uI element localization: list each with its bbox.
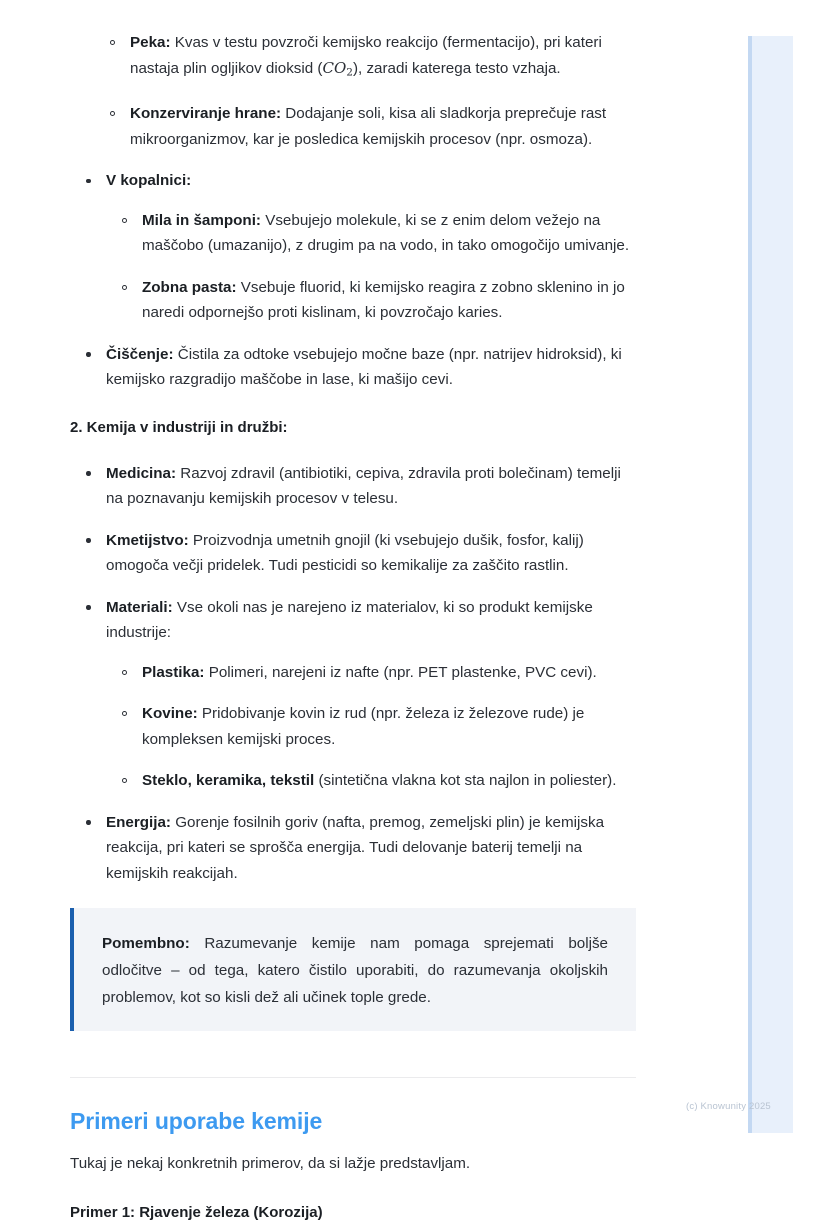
example-heading: Primer 1: Rjavenje železa (Korozija) [70,1204,323,1222]
list-item-ciscenje [82,342,636,393]
list-item-text-before: Kvas v testu povzroči kemijsko reakcijo (fermentacijo), pri kateri nastaja plin ogljikov dioksid ( [130,34,602,77]
callout-text: Razumevanje kemije nam pomaga sprejemati boljše odločitve – od tega, katero čistilo uporabiti, do razumevanja okoljskih problemov, kot so kisli dež ali učinek tople grede. [102,935,608,1007]
list-item-text: Vsebuje fluorid, ki kemijsko reagira z zobno sklenino in jo naredi odpornejšo proti kislinam, ki povzročajo karies. [142,278,625,322]
list-item-text: Polimeri, narejeni iz nafte (npr. PET plastenke, PVC cevi). [204,663,597,681]
list-item-text: Vse okoli nas je narejeno iz materialov, ki so produkt kemijske industrije: [106,598,593,642]
list-item-text: Pridobivanje kovin iz rud (npr. železa iz železove rude) je kompleksen kemijski proces. [142,705,585,748]
list-item-term: V kopalnici: [106,172,192,190]
callout-term: Pomembno: [102,935,190,953]
list-item-konzerviranje-hrane [106,101,636,152]
list-item-term: Plastika: [142,663,205,681]
list-item-steklo-keramika-tekstil [118,768,636,794]
page-title: Primeri uporabe kemije [70,1108,323,1135]
list-item-text: Razvoj zdravil (antibiotiki, cepiva, zdravila proti bolečinam) temelji na poznavanju kemijskih procesov v telesu. [106,464,621,508]
scrollbar-track[interactable] [748,36,793,1133]
section2-heading-block [0,417,700,439]
bathroom-sublist-wrap [106,208,636,326]
watermark: (c) Knowunity 2025 [686,1101,771,1112]
bathroom-sublist [106,208,636,326]
list-item-materiali [82,595,636,794]
bathroom-block [0,168,700,393]
list-item-v-kopalnici [82,168,636,326]
materials-sublist [106,660,636,794]
list-item-term: Konzerviranje hrane: [130,105,282,123]
list-item-medicina [82,461,636,512]
list-item-text: Čistila za odtoke vsebujejo močne baze (npr. natrijev hidroksid), ki kemijsko razgradijo maščobe in lase, ki mašijo cevi. [106,345,622,389]
list-item-term: Mila in šamponi: [142,211,261,229]
list-item-plastika [118,660,636,686]
list-item-text: Dodajanje soli, kisa ali sladkorja preprečuje rast mikroorganizmov, kar je posledica kemijskih procesov (npr. osmoza). [130,105,607,148]
industry-block [0,461,700,887]
list-item-text: Vsebujejo molekule, ki se z enim delom vežejo na maščobo (umazanijo), z drugim pa na vodo, in tako omogočijo umivanje. [142,211,630,255]
horizontal-divider [70,1077,636,1078]
callout-paragraph [102,930,608,1011]
important-callout [70,908,636,1031]
formula-co2: $CO_2$ [322,58,353,78]
list-item-energija [82,810,636,887]
list-item-term: Čiščenje: [106,345,174,363]
list-item-mila-in-samponi [118,208,636,259]
list-item-term: Energija: [106,813,171,831]
kitchen-sublist-block [0,30,700,152]
materials-sublist-wrap [106,660,636,794]
list-item-term: Zobna pasta: [142,278,237,296]
list-item-term: Steklo, keramika, tekstil [142,772,315,790]
list-item-text-after: ), zaradi katerega testo vzhaja. [352,59,561,77]
list-item-text: Gorenje fosilnih goriv (nafta, premog, zemeljski plin) je kemijska reakcija, pri kateri se sprošča energija. Tudi delovanje baterij temelji na kemijskih reakcijah. [106,813,605,882]
list-item-zobna-pasta [118,275,636,326]
list-item-kmetijstvo [82,528,636,579]
list-item-term: Medicina: [106,464,177,482]
list-item-term: Peka: [130,34,171,51]
list-item-term: Kmetijstvo: [106,531,189,549]
list-item-term: Materiali: [106,598,173,616]
industry-list [70,461,636,887]
list-item-text: Proizvodnja umetnih gnojil (ki vsebujejo dušik, fosfor, kalij) omogoča večji pridelek. Tudi pesticidi so kemikalije za zaščito rastlin. [106,531,584,575]
list-item-term: Kovine: [142,705,198,723]
intro-paragraph: Tukaj je nekaj konkretnih primerov, da si lažje predstavljam. [70,1155,471,1173]
list-item-text: (sintetična vlakna kot sta najlon in poliester). [314,772,617,790]
kitchen-sublist [70,30,636,152]
list-item-kovine [118,701,636,752]
list-item-peka [106,30,636,85]
bathroom-list [70,168,636,393]
section-heading-2: 2. Kemija v industriji in družbi: [70,418,288,436]
